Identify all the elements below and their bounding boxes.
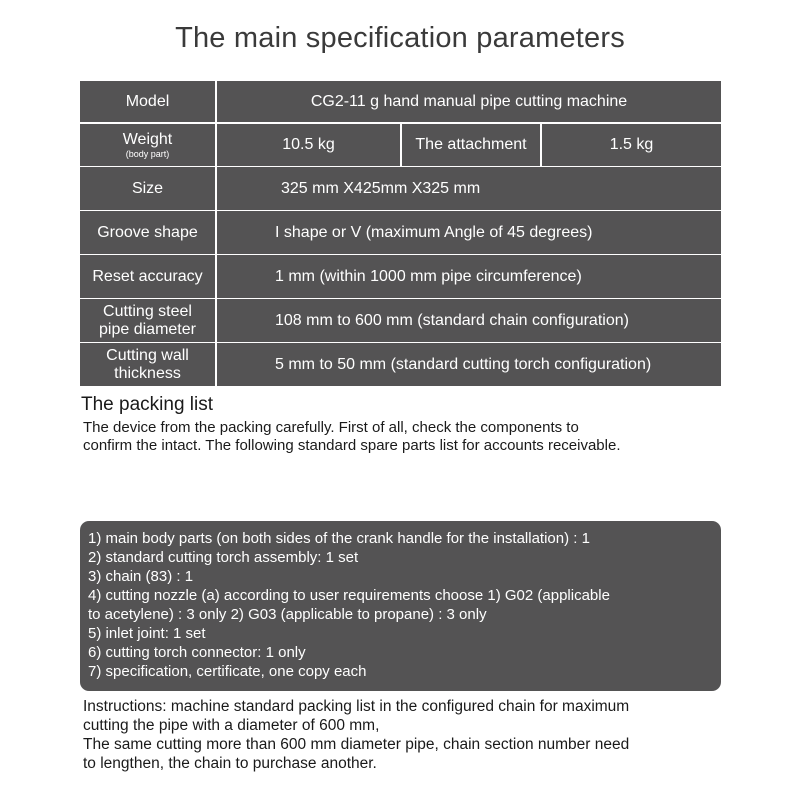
spec-row-size — [80, 167, 721, 210]
instructions-line1: Instructions: machine standard packing list in the configured chain for maximum — [83, 698, 630, 715]
list-item: 5) inlet joint: 1 set — [88, 625, 206, 642]
list-item: 6) cutting torch connector: 1 only — [88, 644, 306, 661]
thickness-label — [80, 343, 215, 386]
list-item: to acetylene) : 3 only 2) G03 (applicable to propane) : 3 only — [88, 606, 487, 623]
attachment-label: The attachment — [402, 124, 540, 166]
spec-table — [80, 81, 721, 387]
instructions — [83, 697, 763, 773]
list-item: 1) main body parts (on both sides of the crank handle for the installation) : 1 — [88, 530, 590, 547]
groove-value: I shape or V (maximum Angle of 45 degrees) — [217, 211, 721, 254]
weight-sublabel: (body part) — [125, 149, 170, 159]
weight-label-text: Weight — [122, 131, 173, 148]
spec-row-reset — [80, 255, 721, 298]
diameter-value: 108 mm to 600 mm (standard chain configuration) — [217, 299, 721, 342]
packing-intro — [83, 419, 763, 455]
groove-label: Groove shape — [80, 211, 215, 254]
thickness-value: 5 mm to 50 mm (standard cutting torch configuration) — [217, 343, 721, 386]
list-item: 2) standard cutting torch assembly: 1 set — [88, 549, 359, 566]
attachment-value: 1.5 kg — [542, 124, 721, 166]
list-item: 7) specification, certificate, one copy each — [88, 663, 367, 680]
spec-row-model — [80, 81, 721, 122]
packing-heading: The packing list — [81, 394, 214, 415]
packing-list-box — [80, 521, 721, 691]
packing-intro-line1: The device from the packing carefully. First of all, check the components to — [83, 419, 579, 436]
page-title: The main specification parameters — [175, 22, 625, 54]
instructions-line3: The same cutting more than 600 mm diameter pipe, chain section number need — [83, 736, 630, 753]
spec-row-weight — [80, 124, 721, 166]
diameter-label-line1: Cutting steel — [103, 302, 192, 320]
spec-row-thickness — [80, 343, 721, 386]
diameter-label-line2: pipe diameter — [99, 320, 196, 338]
size-label: Size — [80, 167, 215, 210]
weight-label — [80, 124, 215, 166]
diameter-label — [80, 299, 215, 342]
thickness-label-line1: Cutting wall — [106, 346, 189, 364]
list-item: 4) cutting nozzle (a) according to user requirements choose 1) G02 (applicable — [88, 587, 610, 604]
thickness-label-line2: thickness — [114, 364, 181, 382]
spec-row-diameter — [80, 299, 721, 342]
instructions-line4: to lengthen, the chain to purchase another. — [83, 755, 377, 772]
model-label: Model — [80, 81, 215, 122]
model-value: CG2-11 g hand manual pipe cutting machine — [217, 81, 721, 122]
weight-value: 10.5 kg — [217, 124, 400, 166]
list-item: 3) chain (83) : 1 — [88, 568, 194, 585]
spec-row-groove — [80, 211, 721, 254]
reset-value: 1 mm (within 1000 mm pipe circumference) — [217, 255, 721, 298]
packing-intro-line2: confirm the intact. The following standard spare parts list for accounts receivable. — [83, 437, 621, 454]
size-value: 325 mm X425mm X325 mm — [217, 167, 721, 210]
reset-label: Reset accuracy — [80, 255, 215, 298]
instructions-line2: cutting the pipe with a diameter of 600 mm, — [83, 717, 380, 734]
